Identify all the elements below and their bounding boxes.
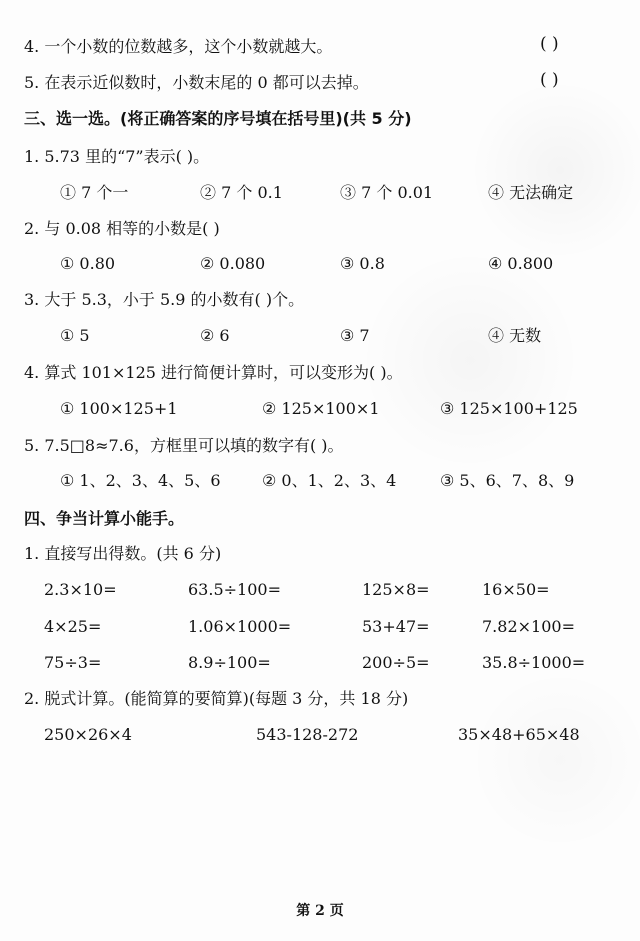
page-number: 第 2 页 xyxy=(296,903,344,919)
choice-question-5: 5. 7.5□8≈7.6，方框里可以填的数字有( )。 xyxy=(24,436,344,455)
judge-answer-paren-5[interactable]: ( ) xyxy=(540,70,559,90)
step-calc-2: 543-128-272 xyxy=(256,725,359,744)
q2-option-3[interactable]: ③ 0.8 xyxy=(340,254,385,273)
calc-r3-c4: 35.8÷1000= xyxy=(482,653,586,672)
judge-question-4: 4. 一个小数的位数越多，这个小数就越大。 xyxy=(24,37,333,56)
calc-r3-c2: 8.9÷100= xyxy=(188,653,271,672)
choice-question-3: 3. 大于 5.3，小于 5.9 的小数有( )个。 xyxy=(24,290,305,309)
choice-question-4: 4. 算式 101×125 进行简便计算时，可以变形为( )。 xyxy=(24,363,403,382)
calc-r1-c1: 2.3×10= xyxy=(44,580,117,599)
calc-r2-c1: 4×25= xyxy=(44,617,102,636)
step-calc-title: 2. 脱式计算。(能简算的要简算)(每题 3 分，共 18 分) xyxy=(24,689,409,708)
calc-r2-c4: 7.82×100= xyxy=(482,617,575,636)
step-calc-1: 250×26×4 xyxy=(44,725,132,744)
choice-question-2: 2. 与 0.08 相等的小数是( ) xyxy=(24,219,220,238)
calc-r1-c2: 63.5÷100= xyxy=(188,580,281,599)
step-calc-3: 35×48+65×48 xyxy=(458,725,580,744)
q4-option-2[interactable]: ② 125×100×1 xyxy=(262,399,380,418)
calc-r1-c4: 16×50= xyxy=(482,580,550,599)
calc-r2-c2: 1.06×1000= xyxy=(188,617,292,636)
calc-r3-c3: 200÷5= xyxy=(362,653,430,672)
q2-option-2[interactable]: ② 0.080 xyxy=(200,254,266,273)
q2-option-1[interactable]: ① 0.80 xyxy=(60,254,116,273)
q5-option-2[interactable]: ② 0、1、2、3、4 xyxy=(262,471,397,490)
choice-question-1: 1. 5.73 里的“7”表示( )。 xyxy=(24,147,210,166)
q3-option-3[interactable]: ③ 7 xyxy=(340,326,370,345)
judge-answer-paren-4[interactable]: ( ) xyxy=(540,34,559,54)
q1-option-2[interactable]: ② 7 个 0.1 xyxy=(200,183,283,202)
q2-option-4[interactable]: ④ 0.800 xyxy=(488,254,554,273)
judge-question-5: 5. 在表示近似数时，小数末尾的 0 都可以去掉。 xyxy=(24,73,369,92)
q4-option-1[interactable]: ① 100×125+1 xyxy=(60,399,178,418)
q3-option-1[interactable]: ① 5 xyxy=(60,326,90,345)
q4-option-3[interactable]: ③ 125×100+125 xyxy=(440,399,578,418)
q1-option-1[interactable]: ① 7 个一 xyxy=(60,183,129,202)
direct-calc-title: 1. 直接写出得数。(共 6 分) xyxy=(24,544,222,563)
calc-r1-c3: 125×8= xyxy=(362,580,430,599)
q1-option-3[interactable]: ③ 7 个 0.01 xyxy=(340,183,434,202)
q5-option-3[interactable]: ③ 5、6、7、8、9 xyxy=(440,471,575,490)
calc-r3-c1: 75÷3= xyxy=(44,653,102,672)
section-4-title: 四、争当计算小能手。 xyxy=(24,509,185,528)
q5-option-1[interactable]: ① 1、2、3、4、5、6 xyxy=(60,471,221,490)
q1-option-4[interactable]: ④ 无法确定 xyxy=(488,183,574,202)
q3-option-2[interactable]: ② 6 xyxy=(200,326,230,345)
section-3-title: 三、选一选。(将正确答案的序号填在括号里)(共 5 分) xyxy=(24,109,412,128)
calc-r2-c3: 53+47= xyxy=(362,617,430,636)
q3-option-4[interactable]: ④ 无数 xyxy=(488,326,542,345)
